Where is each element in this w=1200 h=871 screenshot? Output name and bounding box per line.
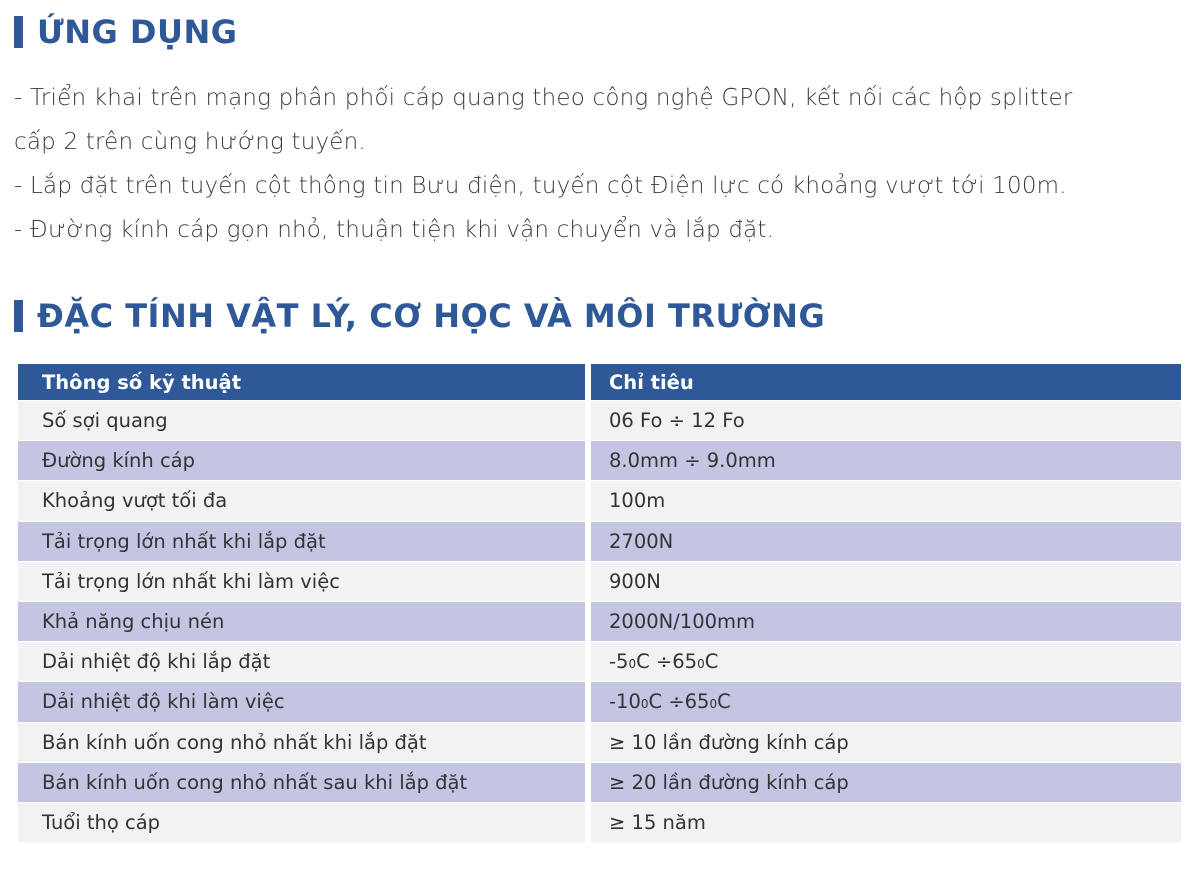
table-row (18, 441, 1181, 481)
section-title: ĐẶC TÍNH VẬT LÝ, CƠ HỌC VÀ MÔI TRƯỜNG (37, 297, 826, 335)
table-row (18, 562, 1181, 602)
paragraph-line: - Đường kính cáp gọn nhỏ, thuận tiện khi vận chuyển và lắp đặt. (14, 217, 775, 243)
value-cell: 8.0mm ÷ 9.0mm (591, 441, 1181, 480)
paragraph-line: - Lắp đặt trên tuyến cột thông tin Bưu điện, tuyến cột Điện lực có khoảng vượt tới 100m. (14, 173, 1067, 199)
value-cell: 2000N/100mm (591, 602, 1181, 641)
table-row (18, 763, 1181, 803)
table-header-row (18, 364, 1181, 401)
heading-bar-icon (14, 16, 23, 48)
paragraph-line: - Triển khai trên mạng phân phối cáp quang theo công nghệ GPON, kết nối các hộp splitter (14, 85, 1073, 111)
value-cell: -5 $^0$ C ÷65 $^0$ C (591, 642, 1181, 681)
table-row (18, 723, 1181, 763)
value-cell: -10 $^0$ C ÷65 $^0$ C (591, 682, 1181, 721)
param-cell: Tuổi thọ cáp (18, 803, 585, 842)
table-row (18, 522, 1181, 562)
param-cell: Dải nhiệt độ khi làm việc (18, 682, 585, 721)
param-cell: Bán kính uốn cong nhỏ nhất sau khi lắp đặt (18, 763, 585, 802)
table-row (18, 803, 1181, 843)
applications-text (14, 76, 1190, 252)
value-cell: ≥ 20 lần đường kính cáp (591, 763, 1181, 802)
param-cell: Đường kính cáp (18, 441, 585, 480)
table-row (18, 642, 1181, 682)
param-cell: Tải trọng lớn nhất khi làm việc (18, 562, 585, 601)
spec-table (18, 364, 1181, 843)
paragraph-line: cấp 2 trên cùng hướng tuyến. (14, 129, 366, 155)
table-row (18, 682, 1181, 722)
value-cell: 100m (591, 481, 1181, 520)
table-header-param: Thông số kỹ thuật (18, 364, 585, 400)
value-cell: ≥ 15 năm (591, 803, 1181, 842)
table-row (18, 602, 1181, 642)
section-title: ỨNG DỤNG (37, 13, 238, 51)
value-cell: 06 Fo ÷ 12 Fo (591, 401, 1181, 440)
value-cell: 900N (591, 562, 1181, 601)
param-cell: Khả năng chịu nén (18, 602, 585, 641)
section-heading-applications (14, 12, 238, 52)
section-heading-specs (14, 296, 825, 336)
table-header-value: Chỉ tiêu (591, 364, 1181, 400)
param-cell: Khoảng vượt tối đa (18, 481, 585, 520)
param-cell: Số sợi quang (18, 401, 585, 440)
table-row (18, 481, 1181, 521)
value-cell: ≥ 10 lần đường kính cáp (591, 723, 1181, 762)
value-cell: 2700N (591, 522, 1181, 561)
param-cell: Dải nhiệt độ khi lắp đặt (18, 642, 585, 681)
table-row (18, 401, 1181, 441)
heading-bar-icon (14, 300, 23, 332)
param-cell: Bán kính uốn cong nhỏ nhất khi lắp đặt (18, 723, 585, 762)
param-cell: Tải trọng lớn nhất khi lắp đặt (18, 522, 585, 561)
